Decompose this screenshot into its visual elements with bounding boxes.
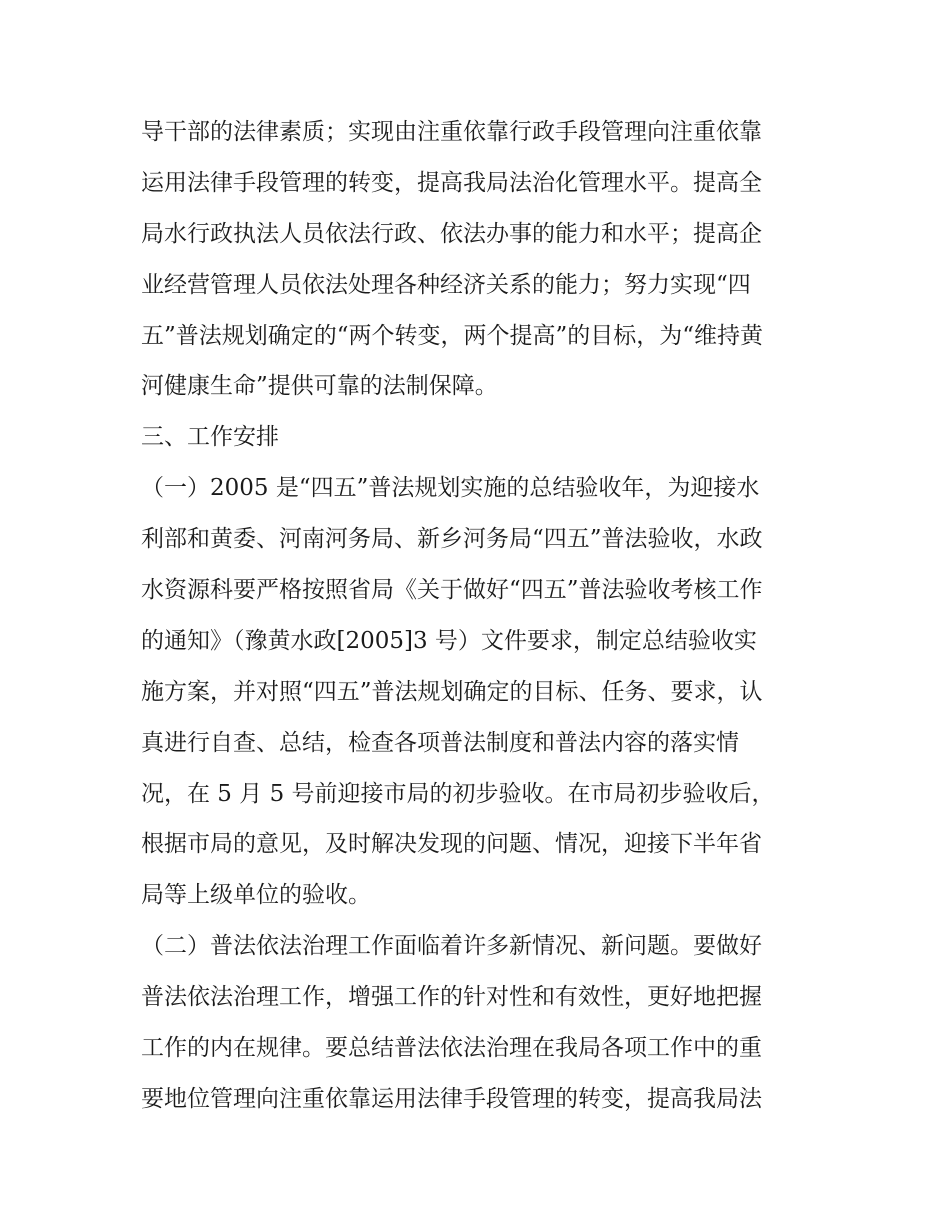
text-line: （一）2005 是“四五”普法规划实施的总结验收年，为迎接水 xyxy=(141,475,760,502)
document-body xyxy=(141,107,813,1125)
text-line: 利部和黄委、河南河务局、新乡河务局“四五”普法验收，水政 xyxy=(141,526,763,553)
text-line: 局等上级单位的验收。 xyxy=(141,882,371,909)
text-line: 业经营管理人员依法处理各种经济关系的能力；努力实现“四 xyxy=(141,271,751,298)
text-line: 河健康生命”提供可靠的法制保障。 xyxy=(141,373,498,400)
text-line: 况，在 5 月 5 号前迎接市局的初步验收。在市局初步验收后， xyxy=(141,780,775,807)
text-line: 工作的内在规律。要总结普法依法治理在我局各项工作中的重 xyxy=(141,1035,762,1062)
section-heading: 三、工作安排 xyxy=(141,424,279,451)
text-line: 局水行政执法人员依法行政、依法办事的能力和水平；提高企 xyxy=(141,220,762,247)
text-line: 的通知》（豫黄水政[2005]3 号）文件要求，制定总结验收实 xyxy=(141,627,757,654)
text-line: 要地位管理向注重依靠运用法律手段管理的转变，提高我局法 xyxy=(141,1085,762,1112)
text-line: 施方案，并对照“四五”普法规划确定的目标、任务、要求，认 xyxy=(141,678,763,705)
text-line: 导干部的法律素质；实现由注重依靠行政手段管理向注重依靠 xyxy=(141,119,762,145)
text-line: 根据市局的意见，及时解决发现的问题、情况，迎接下半年省 xyxy=(141,831,762,858)
text-line: 普法依法治理工作，增强工作的针对性和有效性，更好地把握 xyxy=(141,984,762,1011)
text-line: 水资源科要严格按照省局《关于做好“四五”普法验收考核工作 xyxy=(141,577,763,604)
text-line: （二）普法依法治理工作面临着许多新情况、新问题。要做好 xyxy=(141,933,762,960)
text-line: 五”普法规划确定的“两个转变，两个提高”的目标，为“维持黄 xyxy=(141,322,764,349)
text-line: 运用法律手段管理的转变，提高我局法治化管理水平。提高全 xyxy=(141,169,762,196)
text-line: 真进行自查、总结，检查各项普法制度和普法内容的落实情 xyxy=(141,729,739,756)
